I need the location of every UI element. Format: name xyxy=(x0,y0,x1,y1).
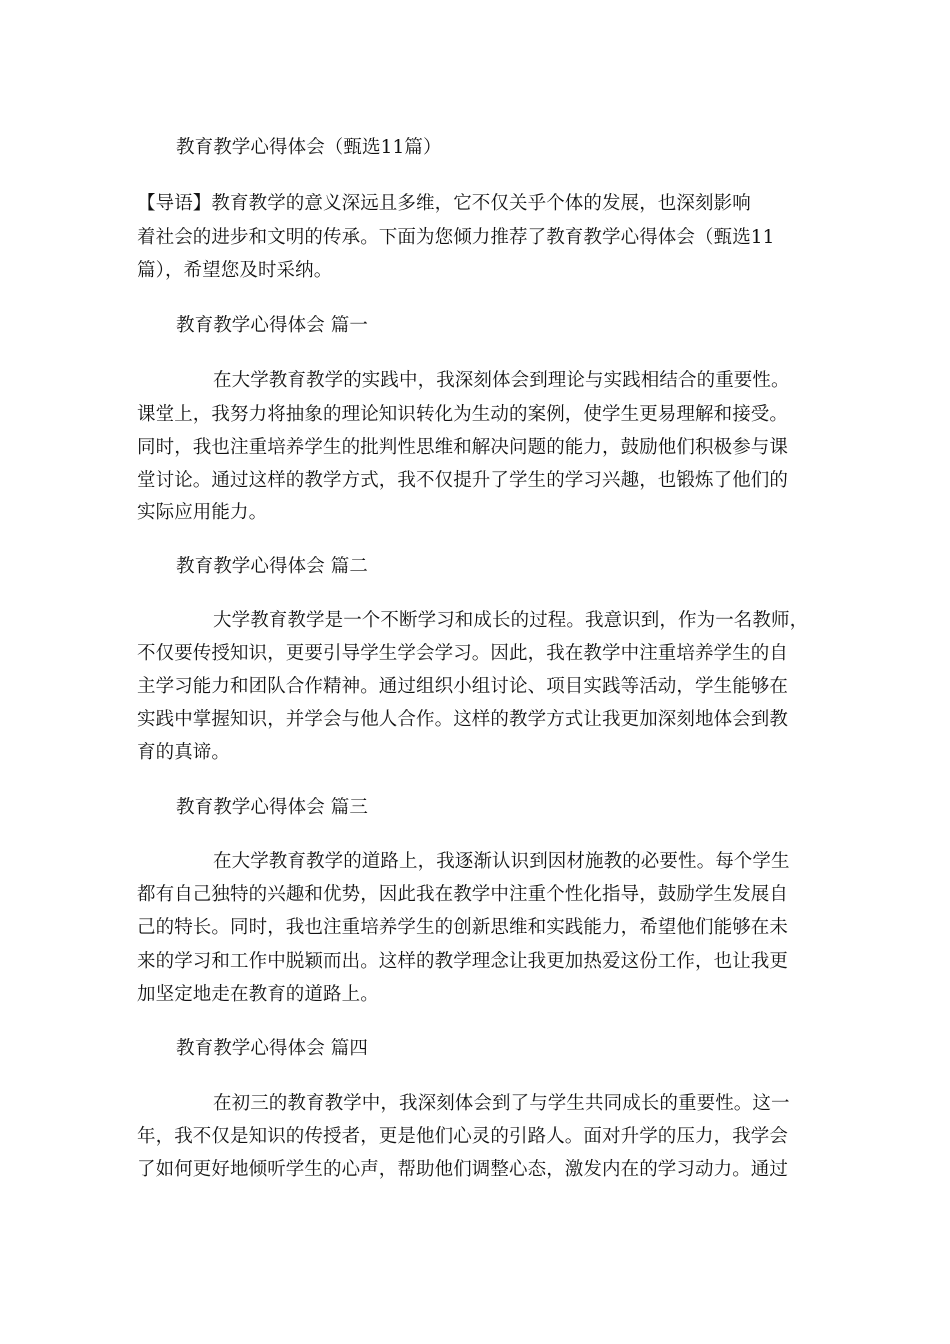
intro-line: 篇），希望您及时采纳。 xyxy=(137,260,333,281)
section-heading: 教育教学心得体会 篇二 xyxy=(176,556,368,577)
paragraph-line: 堂讨论。通过这样的教学方式，我不仅提升了学生的学习兴趣，也锻炼了他们的 xyxy=(137,470,789,491)
paragraph-line: 大学教育教学是一个不断学习和成长的过程。我意识到，作为一名教师， xyxy=(213,610,809,631)
section-heading: 教育教学心得体会 篇四 xyxy=(176,1038,368,1059)
paragraph-line: 加坚定地走在教育的道路上。 xyxy=(137,984,379,1005)
paragraph-line: 实践中掌握知识，并学会与他人合作。这样的教学方式让我更加深刻地体会到教 xyxy=(137,709,789,730)
paragraph-line: 来的学习和工作中脱颖而出。这样的教学理念让我更加热爱这份工作，也让我更 xyxy=(137,951,789,972)
paragraph-line: 在初三的教育教学中，我深刻体会到了与学生共同成长的重要性。这一 xyxy=(213,1093,790,1114)
section-heading: 教育教学心得体会 篇三 xyxy=(176,797,368,818)
intro-line: 着社会的进步和文明的传承。下面为您倾力推荐了教育教学心得体会（甄选11 xyxy=(137,227,775,248)
section-heading: 教育教学心得体会 篇一 xyxy=(176,315,368,336)
paragraph-line: 课堂上，我努力将抽象的理论知识转化为生动的案例，使学生更易理解和接受。 xyxy=(137,404,789,425)
intro-line: 【导语】教育教学的意义深远且多维，它不仅关乎个体的发展，也深刻影响 xyxy=(137,193,751,214)
paragraph-line: 己的特长。同时，我也注重培养学生的创新思维和实践能力，希望他们能够在未 xyxy=(137,917,789,938)
document-title: 教育教学心得体会（甄选11篇） xyxy=(176,137,442,158)
paragraph-line: 都有自己独特的兴趣和优势，因此我在教学中注重个性化指导，鼓励学生发展自 xyxy=(137,884,789,905)
paragraph-line: 实际应用能力。 xyxy=(137,502,268,523)
paragraph-line: 年，我不仅是知识的传授者，更是他们心灵的引路人。面对升学的压力，我学会 xyxy=(137,1126,789,1147)
paragraph-line: 在大学教育教学的道路上，我逐渐认识到因材施教的必要性。每个学生 xyxy=(213,851,790,872)
paragraph-line: 在大学教育教学的实践中，我深刻体会到理论与实践相结合的重要性。 xyxy=(213,370,790,391)
paragraph-line: 主学习能力和团队合作精神。通过组织小组讨论、项目实践等活动，学生能够在 xyxy=(137,676,789,697)
paragraph-line: 育的真谛。 xyxy=(137,742,231,763)
paragraph-line: 同时，我也注重培养学生的批判性思维和解决问题的能力，鼓励他们积极参与课 xyxy=(137,437,789,458)
paragraph-line: 不仅要传授知识，更要引导学生学会学习。因此，我在教学中注重培养学生的自 xyxy=(137,643,789,664)
paragraph-line: 了如何更好地倾听学生的心声，帮助他们调整心态，激发内在的学习动力。通过 xyxy=(137,1159,789,1180)
